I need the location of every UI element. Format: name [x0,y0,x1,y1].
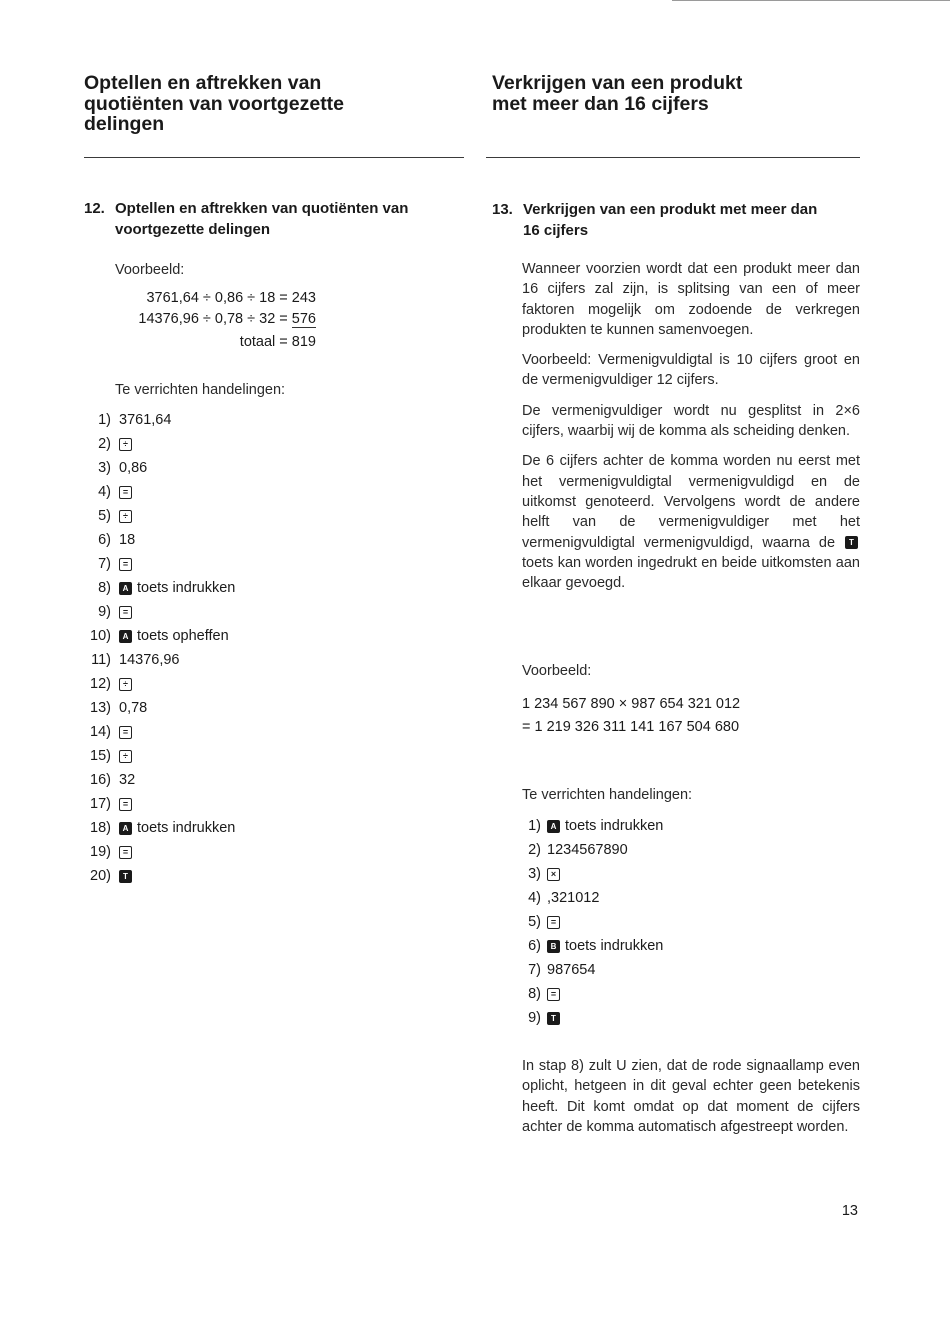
step-item [84,408,464,432]
step-text: 18 [119,532,136,549]
step-item [522,958,860,982]
example-line: 1 234 567 890 × 987 654 321 012 [522,695,741,712]
step-text: 0,78 [119,700,148,717]
step-text: 0,86 [119,460,148,477]
step-number: 16) [90,772,111,789]
equals-key-icon: = [119,558,132,571]
step-number: 2) [98,436,111,453]
paragraph: De vermenigvuldiger wordt nu gesplitst in 2×6 cijfers, waarbij wij de komma als scheiding denken. [522,402,860,440]
a-key-icon: A [119,582,132,595]
step-number: 18) [90,820,111,837]
steps-label: Te verrichten handelingen: [522,786,693,803]
step-text: toets indrukken [137,580,236,597]
step-text: toets opheffen [137,628,229,645]
left-header-rule [84,157,464,158]
step-number: 1) [98,412,111,429]
section-title-line: Optellen en aftrekken van quotiënten van [115,200,409,217]
step-item [84,768,464,792]
equals-key-icon: = [547,988,560,1001]
step-number: 12) [90,676,111,693]
section-title-line: voortgezette delingen [115,220,271,238]
step-item [84,600,464,624]
step-text: toets indrukken [565,818,664,835]
step-number: 5) [528,914,541,931]
step-text: toets indrukken [565,938,664,955]
step-number: 2) [528,842,541,859]
step-number: 5) [98,508,111,525]
example-line: = 1 219 326 311 141 167 504 680 [522,719,740,736]
t-key-icon: T [845,536,858,549]
left-header-line-3: delingen [84,113,165,135]
underlined-result: 576 [291,310,316,327]
step-number: 8) [528,986,541,1003]
step-item [522,910,860,934]
section-number: 12. [84,200,105,217]
step-item [84,744,464,768]
paragraph [522,451,860,593]
section-12-heading [84,199,464,240]
example-block [115,288,316,353]
paragraph-text: De 6 cijfers achter de komma worden nu eerst met het vermenigvuldigtal vermenigvuldigd en de uitkomst genoteerd. Vervolgens wordt de andere helft van de vermenigvuldiger met het vermenigvuldigtal vermenigvuldigd, waarna de [522,453,860,551]
paragraph: Voorbeeld: Vermenigvuldigtal is 10 cijfers groot en de vermenigvuldiger 12 cijfers. [522,352,860,389]
step-item [84,816,464,840]
a-key-icon: A [119,822,132,835]
step-number: 1) [528,818,541,835]
step-item [522,982,860,1006]
right-header-rule [486,157,860,158]
step-number: 8) [98,580,111,597]
example-line-text: 14376,96 ÷ 0,78 ÷ 32 = [138,310,292,327]
equals-key-icon: = [119,486,132,499]
equals-key-icon: = [119,606,132,619]
step-item [522,862,860,886]
step-number: 7) [98,556,111,573]
paragraph: Wanneer voorzien wordt dat een produkt meer dan 16 cijfers zal zijn, is splitsing van een of meer faktoren mogelijk om zodoende de verkregen produkten te kunnen samenvoegen. [522,261,860,338]
divide-key-icon: ÷ [119,750,132,763]
step-number: 13) [90,700,111,717]
a-key-icon: A [547,820,560,833]
multiply-key-icon: × [547,868,560,881]
section-12 [84,199,464,888]
right-header-line-1: Verkrijgen van een produkt [492,72,743,94]
step-item [84,864,464,888]
right-header [492,73,860,114]
section-number: 13. [492,201,513,218]
step-text: toets indrukken [137,820,236,837]
step-item [84,720,464,744]
steps-label: Te verrichten handelingen: [115,381,286,398]
t-key-icon: T [119,870,132,883]
step-item [84,648,464,672]
paragraph-text: toets kan worden ingedrukt en beide uitkomsten aan elkaar gevoegd. [522,554,860,592]
step-number: 14) [90,724,111,741]
step-number: 10) [90,628,111,645]
step-number: 11) [91,652,111,669]
step-item [84,840,464,864]
step-number: 4) [528,890,541,907]
section-title-line: Verkrijgen van een produkt met meer dan [523,201,818,218]
example-line: 3761,64 ÷ 0,86 ÷ 18 = 243 [146,290,316,307]
step-number: 6) [98,532,111,549]
page-number: 13 [841,1203,858,1219]
step-item [84,528,464,552]
step-number: 9) [528,1010,541,1027]
step-number: 19) [90,844,111,861]
step-number: 9) [98,604,111,621]
step-item [84,624,464,648]
example-label: Voorbeeld: [115,262,185,278]
a-key-icon: A [119,630,132,643]
top-edge-line [672,0,950,1]
equals-key-icon: = [547,916,560,929]
step-item [84,552,464,576]
step-text: 3761,64 [119,412,172,429]
closing-paragraph: In stap 8) zult U zien, dat de rode signaallamp even oplicht, hetgeen in dit geval echter geen betekenis heeft. Dit komt omdat op dat moment de cijfers achter de komma automatisch afgestreept worden. [522,1058,860,1135]
step-number: 7) [528,962,541,979]
divide-key-icon: ÷ [119,678,132,691]
step-number: 6) [528,938,541,955]
step-item [522,814,860,838]
t-key-icon: T [547,1012,560,1025]
step-item [522,1006,860,1030]
step-item [84,480,464,504]
step-number: 4) [98,484,111,501]
right-header-line-2: met meer dan 16 cijfers [492,92,709,115]
step-number: 20) [90,868,111,885]
equals-key-icon: = [119,846,132,859]
step-item [84,792,464,816]
step-item [522,934,860,958]
section-title-line: 16 cijfers [523,221,589,239]
step-item [84,672,464,696]
example-line [115,309,316,330]
step-text: 14376,96 [119,652,180,669]
divide-key-icon: ÷ [119,438,132,451]
step-item [522,886,860,910]
step-item [84,456,464,480]
step-item [84,696,464,720]
equals-key-icon: = [119,726,132,739]
step-text: 32 [119,772,136,789]
step-text: 1234567890 [547,842,628,859]
steps-list [522,814,860,1030]
step-item [84,432,464,456]
step-item [522,838,860,862]
b-key-icon: B [547,940,560,953]
divide-key-icon: ÷ [119,510,132,523]
step-number: 15) [90,748,111,765]
step-item [84,576,464,600]
left-header-line-2: quotiënten van voortgezette [84,92,345,115]
section-13 [492,200,860,1137]
left-header-line-1: Optellen en aftrekken van [84,72,322,94]
equals-key-icon: = [119,798,132,811]
step-text: 987654 [547,962,596,979]
example-label: Voorbeeld: [522,663,592,680]
section-13-heading [492,200,860,241]
step-number: 3) [528,866,541,883]
left-header [84,73,464,135]
step-number: 3) [98,460,111,477]
step-number: 17) [90,796,111,813]
step-text: ,321012 [547,890,600,907]
step-item [84,504,464,528]
example-total: totaal = 819 [239,334,316,351]
steps-list [84,408,464,888]
